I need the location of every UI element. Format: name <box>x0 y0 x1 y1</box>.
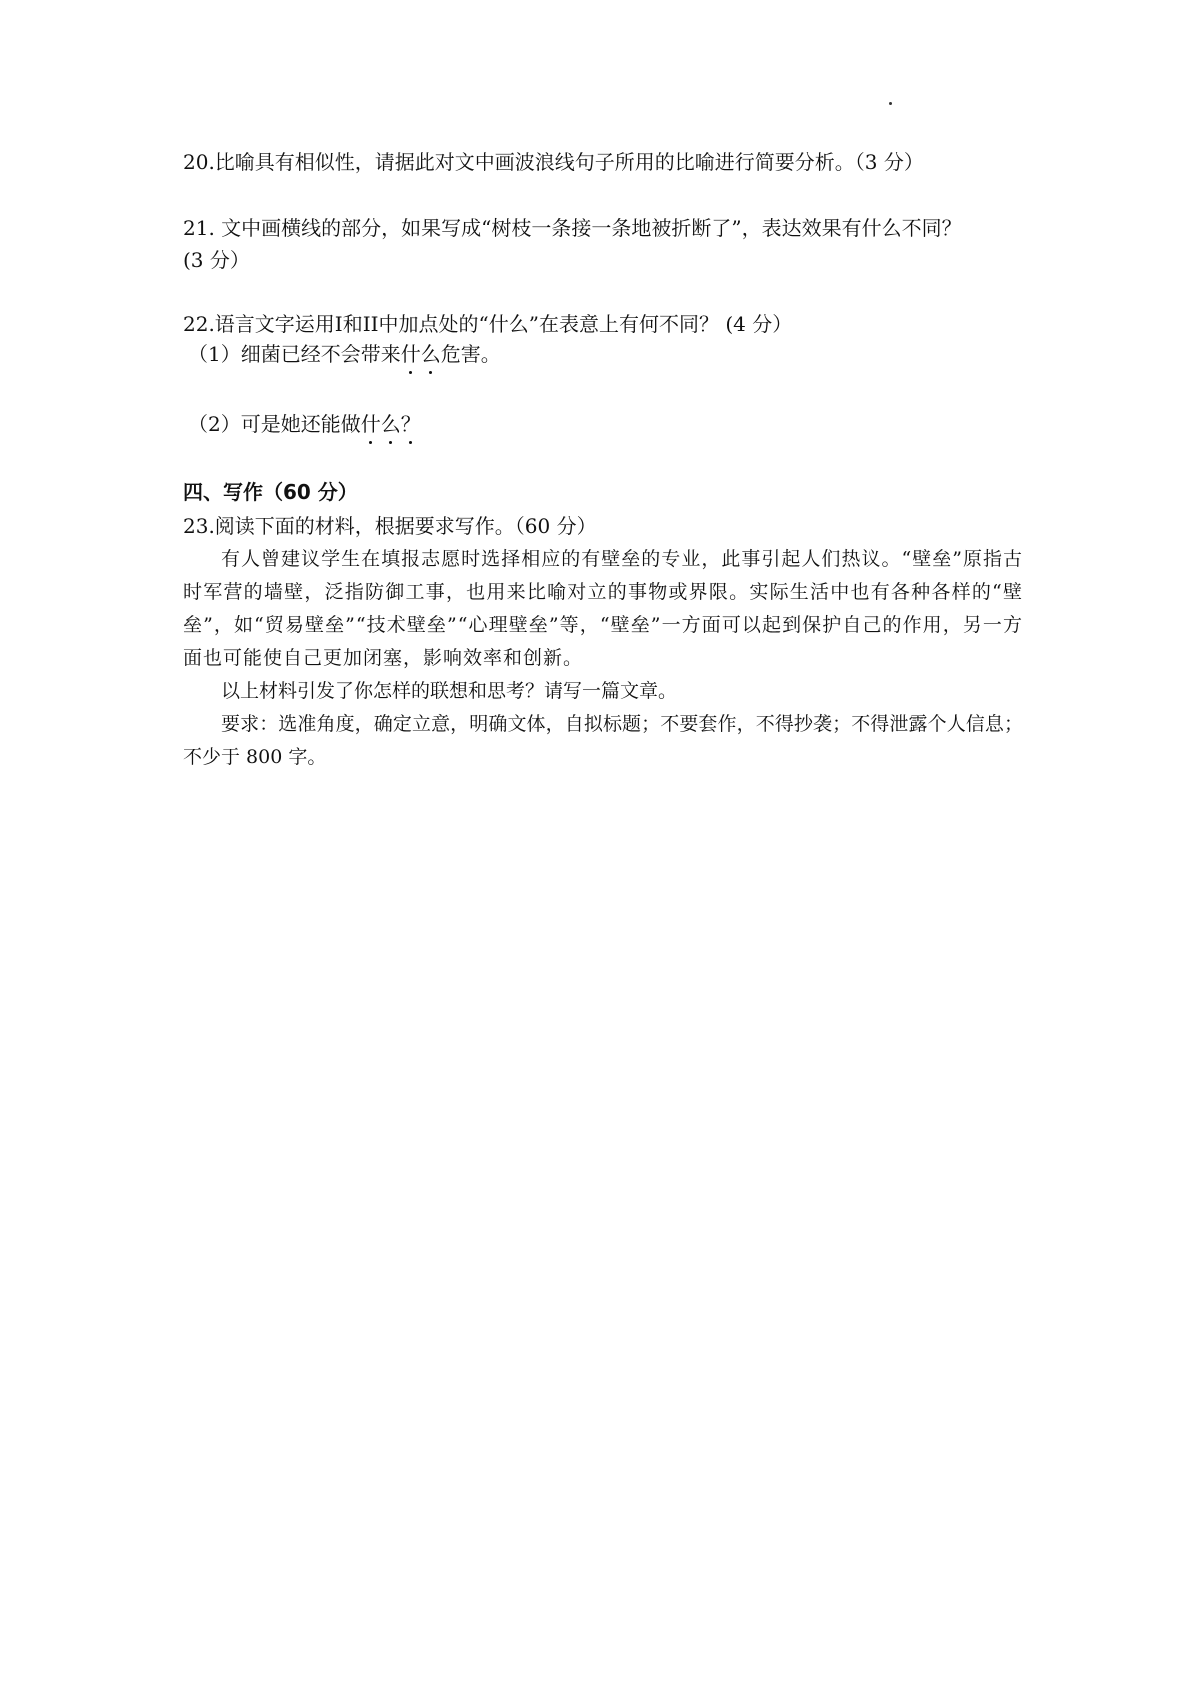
question-23-intro: 23.阅读下面的材料，根据要求写作。（60 分） <box>183 514 597 538</box>
sub1-prefix: （1）细菌已经不会带来 <box>188 342 401 366</box>
question-22: 22.语言文字运用I和II中加点处的“什么”在表意上有何不同？ (4 分） <box>183 312 793 336</box>
question-21-line2: (3 分） <box>183 248 250 272</box>
emphasized-char: 么 <box>381 410 401 438</box>
emphasized-char: 么 <box>421 340 441 368</box>
question-20: 20.比喻具有相似性，请据此对文中画波浪线句子所用的比喻进行简要分析。（3 分） <box>183 150 924 174</box>
writing-requirements: 要求：选准角度，确定立意，明确文体，自拟标题；不要套作，不得抄袭；不得泄露个人信息；不少于 800 字。 <box>183 713 1023 768</box>
emphasized-char: 什 <box>401 340 421 368</box>
question-21-line1: 21. 文中画横线的部分，如果写成“树枝一条接一条地被折断了”，表达效果有什么不同？ <box>183 216 962 240</box>
question-22-sub1 <box>188 340 501 368</box>
sub1-suffix: 危害。 <box>440 342 501 366</box>
writing-material: 有人曾建议学生在填报志愿时选择相应的有壁垒的专业，此事引起人们热议。“壁垒”原指古时军营的墙壁，泛指防御工事，也用来比喻对立的事物或界限。实际生活中也有各种各样的“壁垒”，如“贸易壁垒”“技术壁垒”“心理壁垒”等，“壁垒”一方面可以起到保护自己的作用，另一方面也可能使自己更加闭塞，影响效率和创新。 <box>183 548 1023 669</box>
question-22-sub2 <box>188 410 421 438</box>
scan-mark <box>889 102 892 105</box>
emphasized-char: 什 <box>361 410 381 438</box>
emphasized-char: ？ <box>401 410 421 438</box>
writing-prompt: 以上材料引发了你怎样的联想和思考？请写一篇文章。 <box>221 680 678 702</box>
sub2-prefix: （2）可是她还能做 <box>188 412 361 436</box>
section-heading-writing: 四、写作（60 分） <box>183 480 358 504</box>
